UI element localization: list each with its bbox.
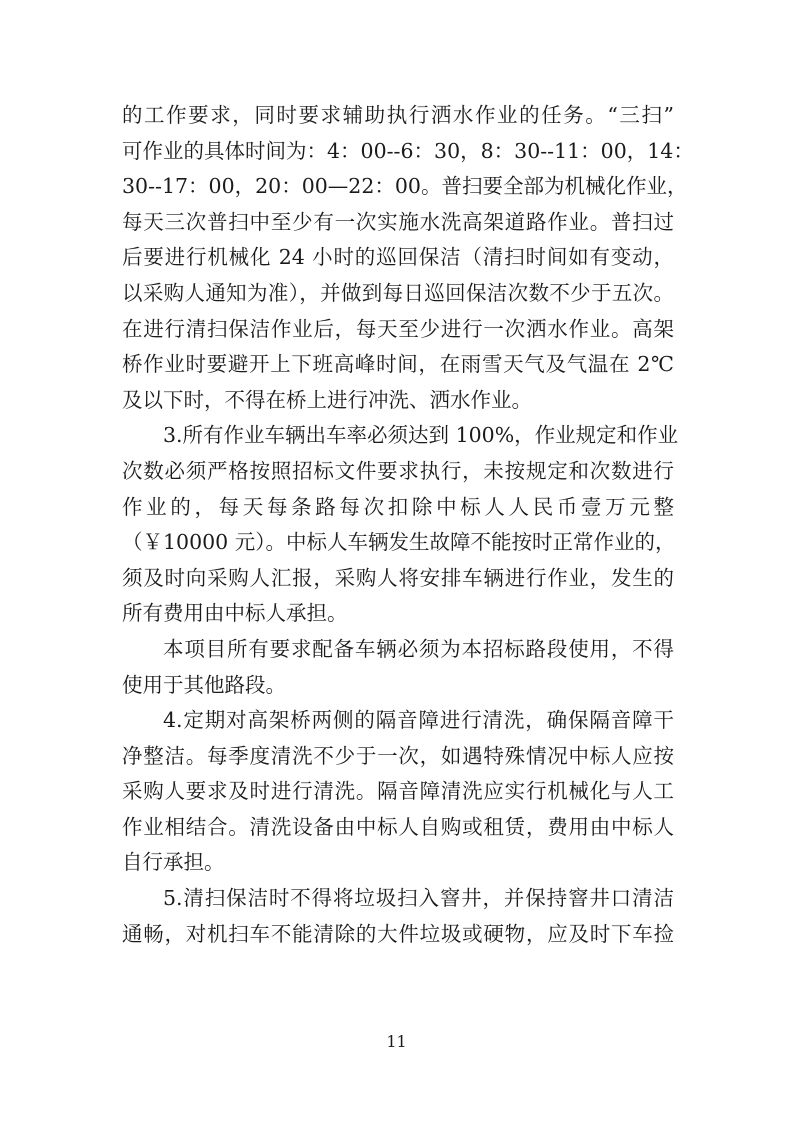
text-line: 30--17：00，20：00—22：00。普扫要全部为机械化作业，	[122, 174, 688, 199]
text-line: 所有费用由中标人承担。	[122, 601, 348, 626]
page-number: 11	[386, 1032, 407, 1051]
text-line: 可作业的具体时间为：4：00--6：30，8：30--11：00，14：	[122, 138, 694, 163]
text-line: 净整洁。每季度清洗不少于一次，如遇特殊情况中标人应按	[122, 743, 674, 768]
text-line: 自行承担。	[122, 850, 225, 875]
paragraph	[122, 98, 694, 418]
text-line: 在进行清扫保洁作业后，每天至少进行一次洒水作业。高架	[122, 316, 674, 341]
paragraph	[122, 881, 674, 952]
text-line: 作业相结合。清洗设备由中标人自购或租赁，费用由中标人	[122, 814, 674, 839]
text-line: 及以下时，不得在桥上进行冲洗、洒水作业。	[122, 387, 532, 412]
text-line: 采购人要求及时进行清洗。隔音障清洗应实行机械化与人工	[122, 779, 674, 804]
text-line: 4.定期对高架桥两侧的隔音障进行清洗，确保隔音障干	[163, 708, 674, 733]
text-line: 次数必须严格按照招标文件要求执行，未按规定和次数进行	[122, 458, 674, 483]
text-line: 的工作要求，同时要求辅助执行洒水作业的任务。“三扫”	[122, 103, 674, 127]
paragraph	[122, 418, 679, 632]
text-line: 使用于其他路段。	[122, 672, 286, 697]
text-line: 5.清扫保洁时不得将垃圾扫入窨井，并保持窨井口清洁	[163, 886, 674, 911]
text-line: 以采购人通知为准），并做到每日巡回保洁次数不少于五次。	[122, 280, 674, 305]
text-line: 每天三次普扫中至少有一次实施水洗高架道路作业。普扫过	[122, 209, 674, 234]
document-body	[122, 98, 694, 952]
text-line: 作业的，每天每条路每次扣除中标人人民币壹万元整	[122, 494, 674, 519]
paragraph	[122, 632, 674, 703]
text-line: 桥作业时要避开上下班高峰时间，在雨雪天气及气温在 2℃	[122, 352, 674, 377]
text-line: 3.所有作业车辆出车率必须达到 100%，作业规定和作业	[163, 423, 679, 448]
text-line: 本项目所有要求配备车辆必须为本招标路段使用，不得	[163, 636, 674, 661]
text-line: 后要进行机械化 24 小时的巡回保洁（清扫时间如有变动，	[122, 245, 674, 270]
paragraph	[122, 703, 674, 881]
text-line: 通畅，对机扫车不能清除的大件垃圾或硬物，应及时下车捡	[122, 921, 674, 946]
text-line: （￥10000 元）。中标人车辆发生故障不能按时正常作业的，	[122, 530, 676, 555]
text-line: 须及时向采购人汇报，采购人将安排车辆进行作业，发生的	[122, 565, 674, 590]
